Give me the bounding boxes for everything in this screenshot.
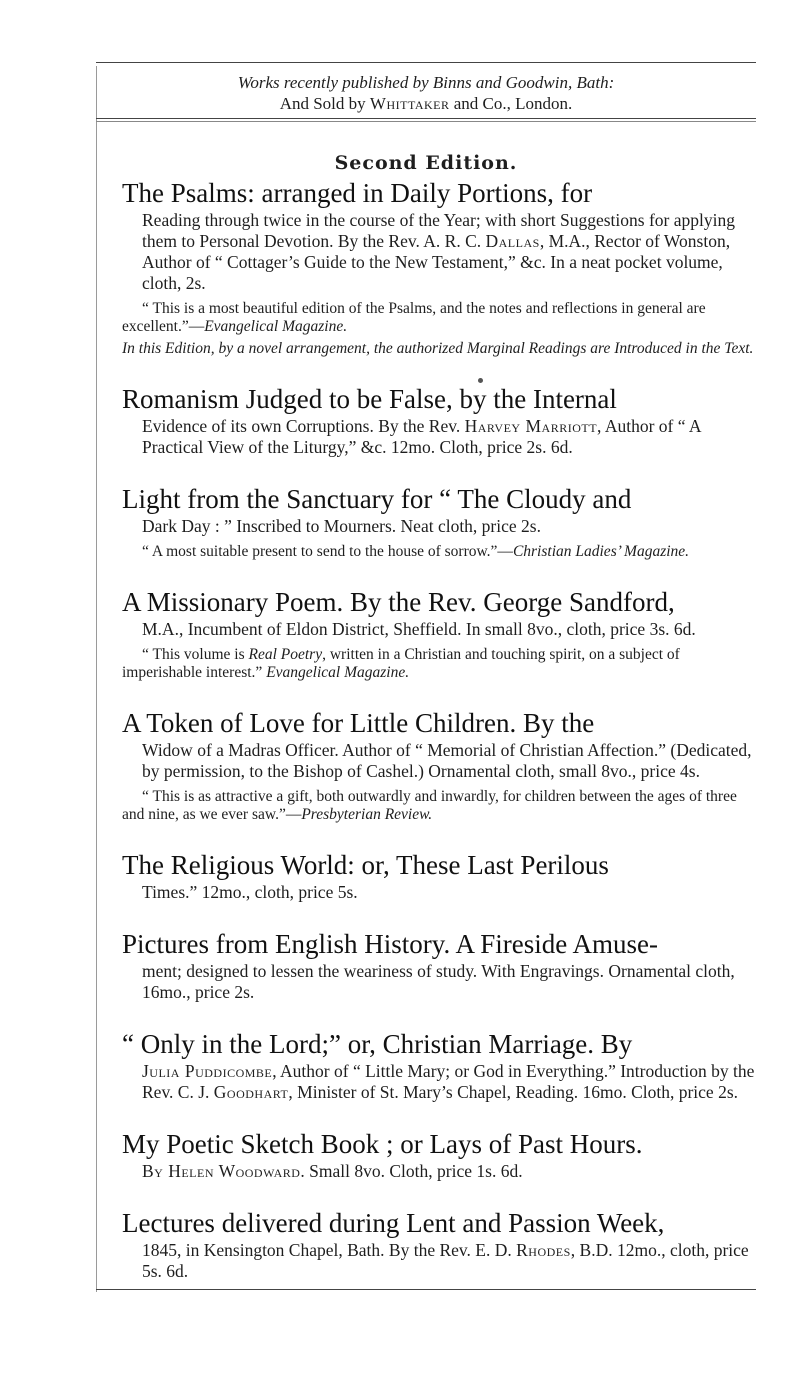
entry-title: A Token of Love for Little Children. By the <box>122 708 595 738</box>
entry-body: Julia Puddicombe, Author of “ Little Mary; or God in Everything.” Introduction by the Rev. C. J. Goodhart, Minister of St. Mary’s Chapel, Reading. 16mo. Cloth, price 2s. <box>142 1061 755 1102</box>
entry-body: ment; designed to lessen the weariness of study. With Engravings. Ornamental cloth, 16mo., price 2s. <box>142 961 735 1002</box>
entry-note: In this Edition, by a novel arrangement, the authorized Marginal Readings are Introduced in the Text. <box>122 340 754 357</box>
entry-religious-world <box>122 850 762 903</box>
entry-body: 1845, in Kensington Chapel, Bath. By the Rev. E. D. Rhodes, B.D. 12mo., cloth, price 5s. 6d. <box>142 1240 749 1281</box>
entry-psalms <box>122 178 762 358</box>
ink-spot <box>478 378 483 383</box>
page-margin-line <box>96 66 97 1292</box>
edition-label: Second Edition. <box>334 152 518 174</box>
entry-token-of-love <box>122 708 762 824</box>
entry-body: Evidence of its own Corruptions. By the Rev. Harvey Marriott, Author of “ A Practical View of the Liturgy,” &c. 12mo. Cloth, price 2s. 6d. <box>142 416 701 457</box>
entry-review: “ This volume is Real Poetry, written in a Christian and touching spirit, on a subject of imperishable interest.” Evangelical Magazine. <box>122 646 680 681</box>
entry-title: “ Only in the Lord;” or, Christian Marriage. By <box>122 1029 633 1059</box>
entry-title: Light from the Sanctuary for “ The Cloudy and <box>122 484 632 514</box>
entry-title: Lectures delivered during Lent and Passion Week, <box>122 1208 665 1238</box>
entry-lectures <box>122 1208 762 1282</box>
entry-review: “ This is a most beautiful edition of the Psalms, and the notes and reflections in general are excellent.”—Evangelical Magazine. <box>122 300 706 335</box>
entry-body: Widow of a Madras Officer. Author of “ Memorial of Christian Affection.” (Dedicated, by permission, to the Bishop of Cashel.) Ornamental cloth, small 8vo., price 4s. <box>142 740 752 781</box>
entry-body: By Helen Woodward. Small 8vo. Cloth, price 1s. 6d. <box>142 1161 523 1181</box>
entry-body: Dark Day : ” Inscribed to Mourners. Neat cloth, price 2s. <box>142 516 541 536</box>
seller-line: And Sold by Whittaker and Co., London. <box>279 94 573 113</box>
entry-body: M.A., Incumbent of Eldon District, Sheffield. In small 8vo., cloth, price 3s. 6d. <box>142 619 696 639</box>
entries-column <box>122 178 762 1308</box>
entry-title: The Psalms: arranged in Daily Portions, for <box>122 178 593 208</box>
entry-title: Pictures from English History. A Fireside Amuse- <box>122 929 658 959</box>
entry-only-in-the-lord <box>122 1029 762 1103</box>
entry-pictures-english-history <box>122 929 762 1003</box>
entry-light-from-sanctuary <box>122 484 762 561</box>
header-rule-thin <box>96 121 756 122</box>
entry-title: Romanism Judged to be False, by the Internal <box>122 384 617 414</box>
publisher-header <box>96 72 756 114</box>
entry-body: Times.” 12mo., cloth, price 5s. <box>142 882 358 902</box>
header-rule <box>96 118 756 119</box>
entry-body: Reading through twice in the course of the Year; with short Suggestions for applying them to Personal Devotion. By the Rev. A. R. C. Dallas, M.A., Rector of Wonston, Author of “ Cottager’s Guide to the New Testament,” &c. In a neat pocket volume, cloth, 2s. <box>142 210 735 293</box>
entry-title: A Missionary Poem. By the Rev. George Sandford, <box>122 587 675 617</box>
entry-title: My Poetic Sketch Book ; or Lays of Past Hours. <box>122 1129 643 1159</box>
entry-romanism <box>122 384 762 458</box>
bottom-rule <box>96 1289 756 1290</box>
entry-title: The Religious World: or, These Last Perilous <box>122 850 609 880</box>
entry-review: “ A most suitable present to send to the house of sorrow.”—Christian Ladies’ Magazine. <box>142 543 690 560</box>
entry-poetic-sketch-book <box>122 1129 762 1182</box>
top-rule <box>96 62 756 63</box>
publisher-line: Works recently published by Binns and Goodwin, Bath: <box>237 73 615 92</box>
entry-missionary-poem <box>122 587 762 682</box>
entry-review: “ This is as attractive a gift, both outwardly and inwardly, for children between the ages of three and nine, as we ever saw.”—Presbyterian Review. <box>122 788 737 823</box>
